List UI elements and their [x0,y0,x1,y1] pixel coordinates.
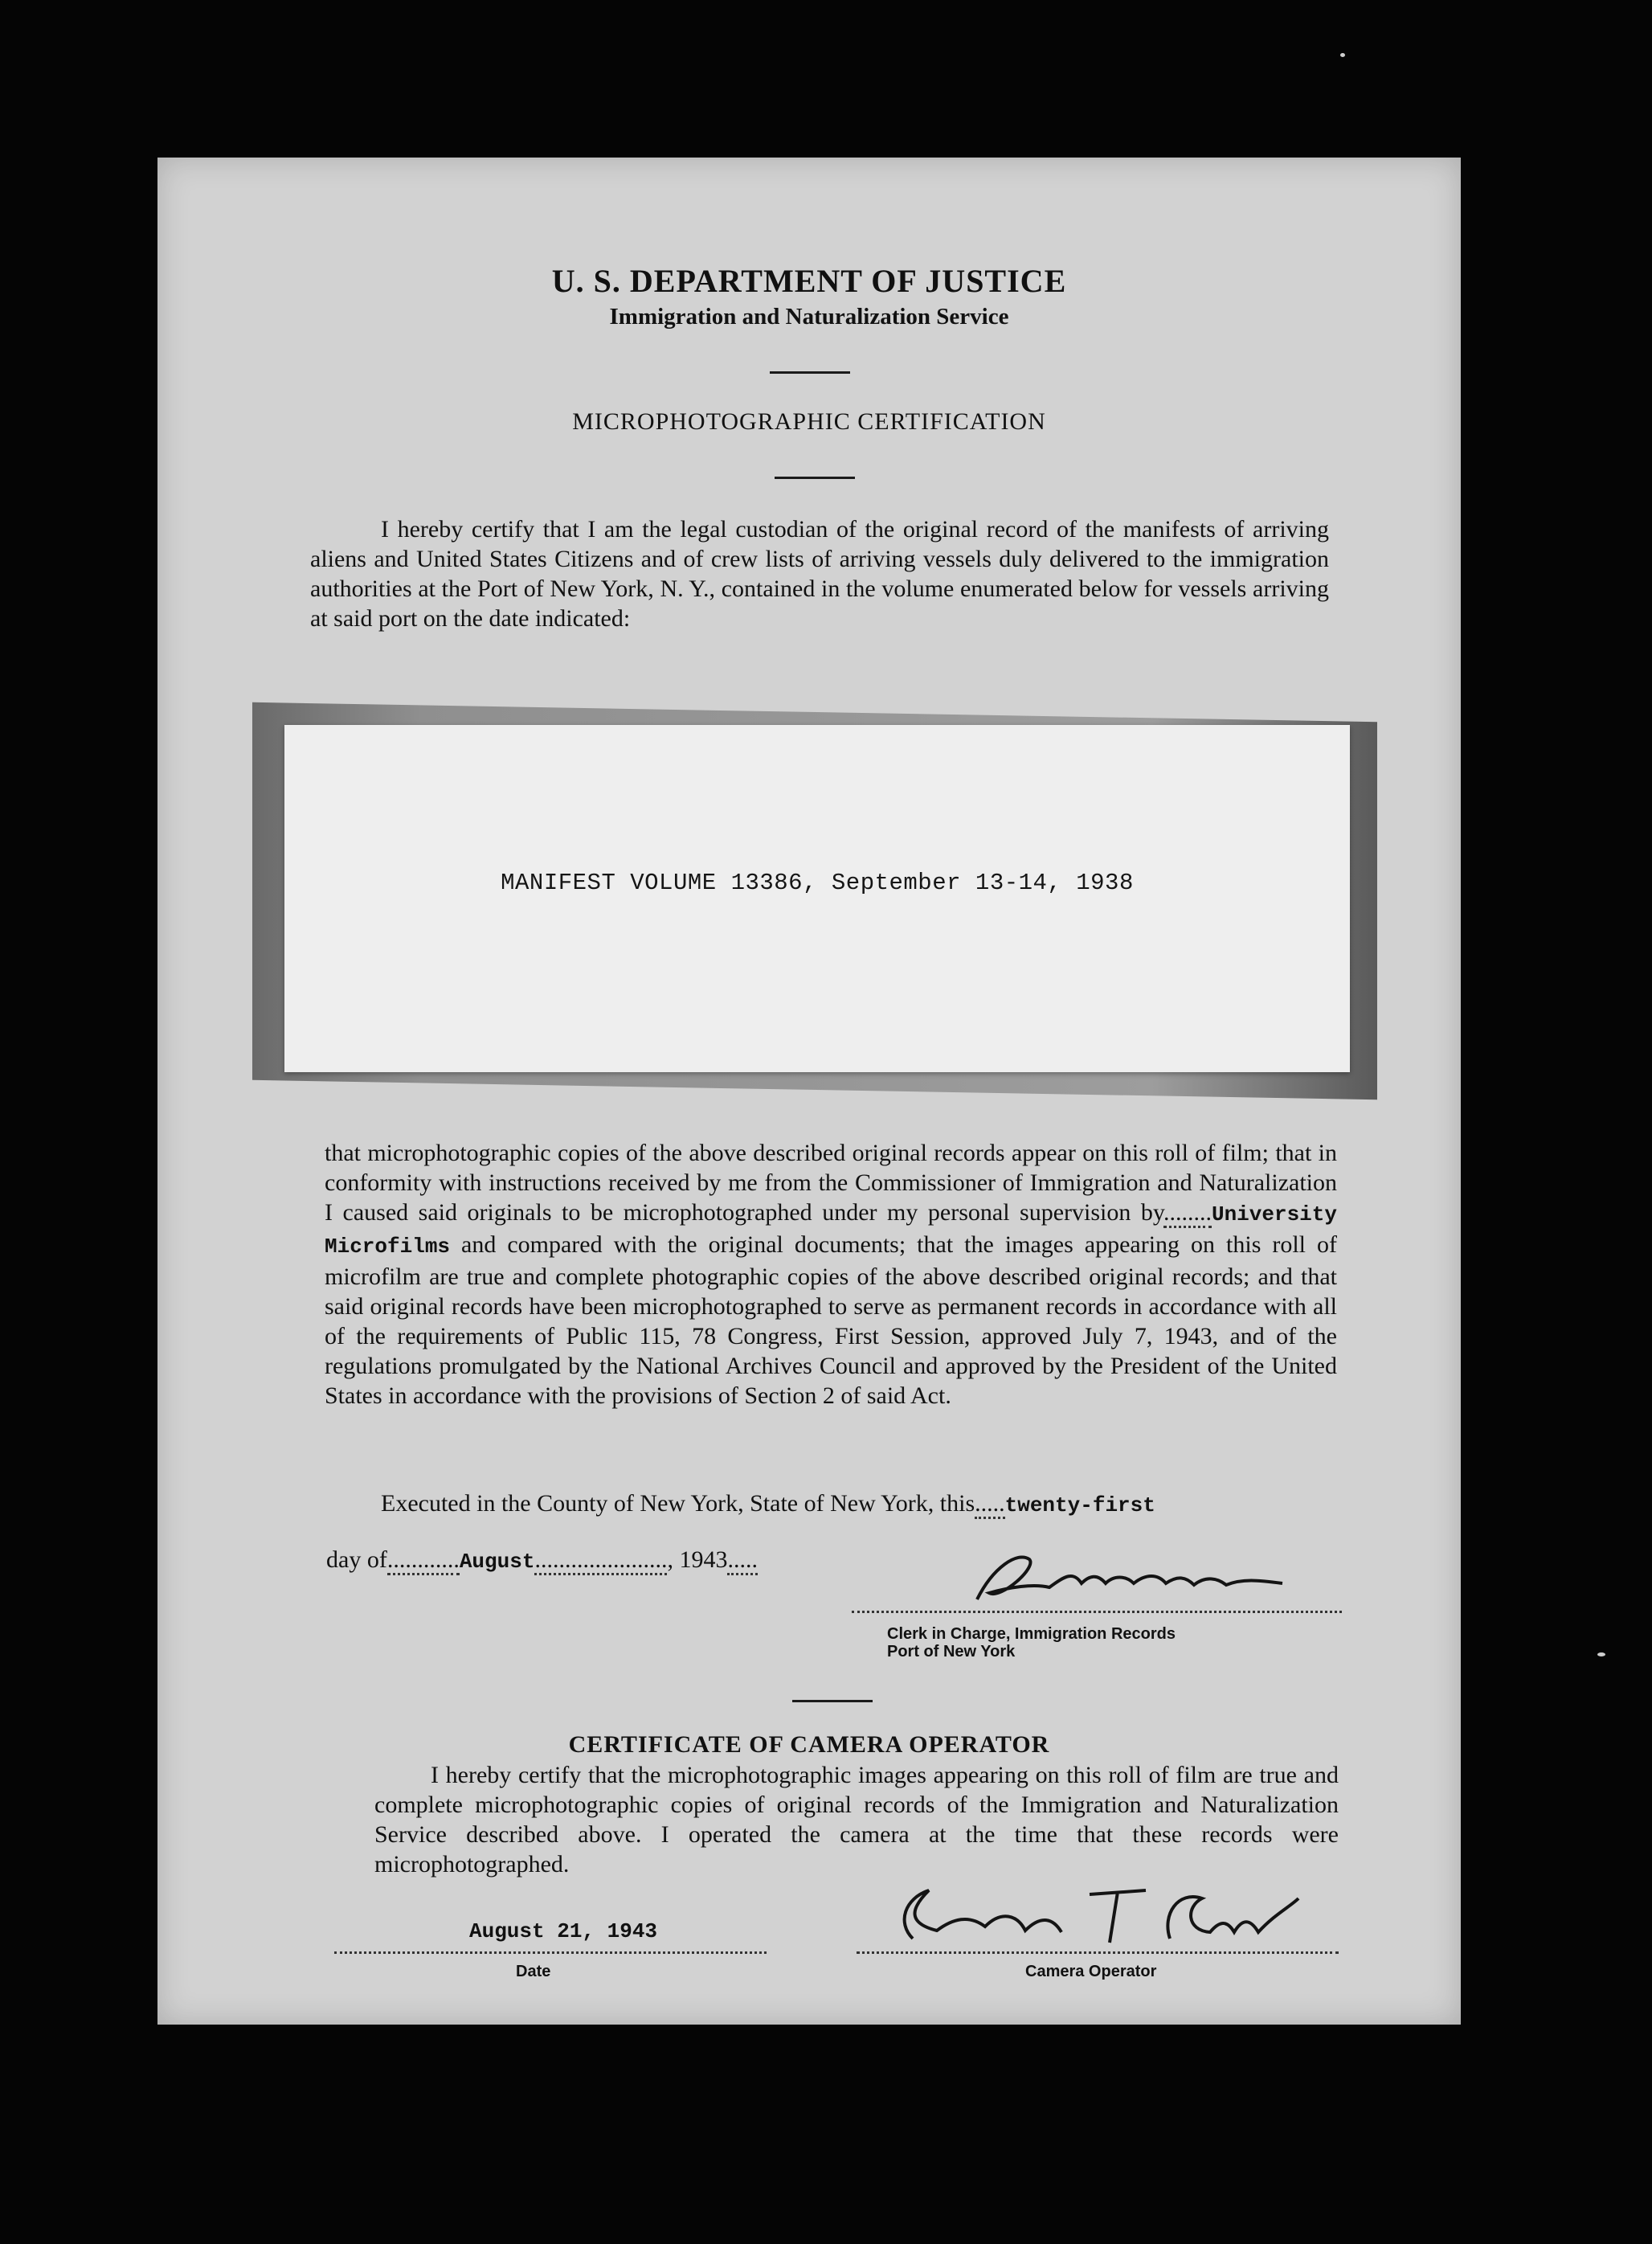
divider [775,477,855,479]
clerk-title [887,1625,1176,1660]
clerk-signature-line [852,1611,1342,1613]
camera-certificate-title: CERTIFICATE OF CAMERA OPERATOR [568,1731,1050,1758]
camera-operator-signature [881,1874,1331,1955]
service-subheading: Immigration and Naturalization Service [609,304,1009,330]
date-label: Date [516,1963,551,1980]
film-speck [1340,53,1345,57]
executed-dots: ..... [975,1490,1005,1519]
certification-body [325,1138,1337,1411]
date-value: August 21, 1943 [469,1919,658,1943]
date-line [334,1951,767,1954]
month-dots-after: ...................... [534,1546,667,1575]
executed-text: Executed in the County of New York, State of New York, this [381,1490,975,1517]
certification-title: MICROPHOTOGRAPHIC CERTIFICATION [572,408,1046,435]
camera-operator-line [857,1951,1339,1954]
manifest-volume-slip [284,725,1350,1072]
month-dots: ............ [387,1546,460,1575]
certificate-page [157,158,1461,2025]
year-dots: ..... [727,1546,758,1575]
executed-day: twenty-first [1004,1493,1155,1517]
day-of-line: day of............August......................, 1943..... [326,1546,758,1574]
film-speck [1597,1652,1605,1656]
clerk-title-line1: Clerk in Charge, Immigration Records [887,1625,1176,1643]
body-before-text: that microphotographic copies of the above described original records appear on this roll of film; that in conformity with instructions received by me from the Commissioner of Immigration and Naturalization I caused said originals to be microphotographed under my personal supervision by [325,1140,1337,1226]
photographed-by-dots: ........ [1163,1199,1212,1228]
body-after-text: and compared with the original documents; that the images appearing on this roll of microfilm are true and complete photographic copies of the above described original records; and that said original records have been microphotographed to serve as permanent records in accordance with all of the requirements of Public 115, 78 Congress, First Session, approved July 7, 1943, and of the regulations promulgated by the National Archives Council and approved by the President of the United States in accordance with the provisions of Section 2 of said Act. [325,1231,1338,1409]
certification-intro: I hereby certify that I am the legal custodian of the original record of the manifests of arriving aliens and United States Citizens and of crew lists of arriving vessels duly delivered to the immigration authorities at the Port of New York, N. Y., contained in the volume enumerated below for vessels arriving at said port on the date indicated: [310,516,1329,632]
month-value: August [459,1550,535,1574]
divider [770,371,850,374]
divider [792,1700,873,1702]
day-of-label: day of [326,1546,387,1573]
manifest-volume-label: MANIFEST VOLUME 13386, September 13-14, 1938 [501,870,1134,896]
year-value: 1943 [679,1546,728,1573]
department-heading: U. S. DEPARTMENT OF JUSTICE [551,263,1067,299]
clerk-signature [953,1543,1323,1612]
executed-line [381,1490,1155,1517]
camera-operator-label: Camera Operator [1025,1963,1157,1980]
camera-certificate-text: I hereby certify that the microphotographic images appearing on this roll of film are true and complete microphotographic copies of original records of the Immigration and Naturalization Service described above. I operated the camera at the time that these records were microphotographed. [374,1762,1339,1878]
photographed-by-value: University Microfilms [325,1202,1337,1259]
clerk-title-line2: Port of New York [887,1643,1016,1660]
